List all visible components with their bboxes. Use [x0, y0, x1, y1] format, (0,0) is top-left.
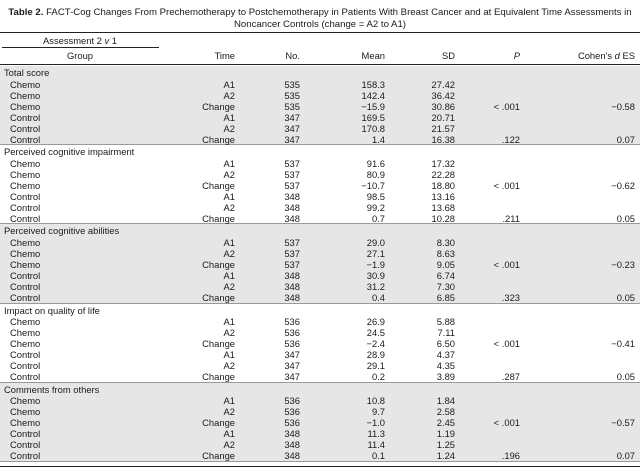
table-row [0, 202, 640, 213]
cell-group: Control [10, 133, 41, 145]
table-top-rule [0, 32, 640, 33]
cell-mean: 1.4 [371, 133, 385, 145]
cell-group: Control [10, 201, 41, 213]
cell-p: .287 [501, 371, 520, 383]
cell-es: −0.62 [611, 179, 635, 191]
cell-mean: 80.9 [366, 168, 385, 180]
cell-no: 537 [284, 157, 300, 169]
cell-no: 348 [284, 201, 300, 213]
group-heading-text: Assessment 2 v 1 [43, 35, 117, 46]
table-caption [0, 7, 640, 30]
cell-mean: −1.0 [366, 417, 385, 429]
cell-no: 536 [284, 406, 300, 418]
table-body [0, 66, 640, 462]
cell-mean: −1.9 [366, 258, 385, 270]
table-row [0, 180, 640, 191]
cell-sd: 6.85 [436, 291, 455, 303]
cell-es: −0.41 [611, 338, 635, 350]
table-row [0, 360, 640, 371]
cell-group: Chemo [10, 100, 41, 112]
cell-time: A1 [223, 349, 235, 361]
cell-no: 537 [284, 168, 300, 180]
table-row [0, 281, 640, 292]
table-section [0, 304, 640, 383]
cell-p: < .001 [493, 417, 520, 429]
table-row [0, 90, 640, 101]
cell-time: Change [202, 291, 235, 303]
table-row [0, 248, 640, 259]
table-row [0, 327, 640, 338]
cell-no: 347 [284, 371, 300, 383]
cell-no: 535 [284, 89, 300, 101]
cell-p: < .001 [493, 179, 520, 191]
col-header-group: Group [66, 50, 94, 61]
cell-no: 537 [284, 247, 300, 259]
cell-group: Control [10, 371, 41, 383]
cell-sd: 36.42 [431, 89, 455, 101]
table-row [0, 349, 640, 360]
column-header-row [0, 50, 640, 63]
cell-mean: 11.4 [367, 439, 385, 451]
cell-sd: 8.30 [436, 236, 455, 248]
cell-no: 536 [284, 338, 300, 350]
cell-group: Control [10, 450, 41, 462]
cell-sd: 3.89 [436, 371, 455, 383]
cell-mean: 10.8 [366, 395, 385, 407]
col-header-sd: SD [441, 50, 455, 61]
cell-time: A1 [223, 78, 235, 90]
table-row [0, 270, 640, 281]
section-title: Perceived cognitive abilities [4, 225, 120, 237]
cell-time: Change [202, 258, 235, 270]
cell-mean: 158.3 [361, 78, 385, 90]
table-row [0, 292, 640, 303]
cell-mean: 11.3 [367, 428, 385, 440]
cell-no: 536 [284, 417, 300, 429]
cell-mean: 0.7 [371, 212, 385, 224]
table-row [0, 259, 640, 270]
cell-mean: 30.9 [366, 269, 385, 281]
cell-no: 536 [284, 316, 300, 328]
cell-mean: 169.5 [361, 111, 385, 123]
col-header-p: P [513, 50, 520, 61]
cell-sd: 2.45 [436, 417, 455, 429]
cell-time: A1 [223, 236, 235, 248]
cell-group: Control [10, 280, 41, 292]
cell-mean: 24.5 [366, 327, 385, 339]
table-bottom-rule [0, 466, 640, 467]
cell-mean: 99.2 [366, 201, 385, 213]
cell-group: Chemo [10, 327, 41, 339]
cell-time: Change [202, 338, 235, 350]
group-heading-rule [2, 47, 159, 48]
col-header-no: No. [285, 50, 300, 61]
table-section [0, 145, 640, 224]
table-row [0, 428, 640, 439]
cell-es: 0.07 [616, 133, 635, 145]
cell-time: A1 [223, 269, 235, 281]
table-row [0, 169, 640, 180]
cell-time: A2 [223, 360, 235, 372]
table-row [0, 406, 640, 417]
cell-es: 0.07 [616, 450, 635, 462]
cell-time: A1 [223, 157, 235, 169]
cell-no: 347 [284, 360, 300, 372]
cell-p: < .001 [493, 338, 520, 350]
table-row [0, 338, 640, 349]
cell-group: Control [10, 122, 41, 134]
cell-group: Control [10, 291, 41, 303]
cell-sd: 5.88 [436, 316, 455, 328]
cell-sd: 1.19 [436, 428, 455, 440]
col-header-mean: Mean [361, 50, 385, 61]
cell-time: A2 [223, 439, 235, 451]
cell-mean: 9.7 [371, 406, 385, 418]
cell-no: 348 [284, 450, 300, 462]
table-row [0, 158, 640, 169]
col-header-es: Cohen's d ES [577, 50, 635, 61]
table-row [0, 79, 640, 90]
group-column-heading [0, 35, 160, 46]
cell-sd: 30.86 [431, 100, 455, 112]
cell-group: Chemo [10, 247, 41, 259]
cell-no: 537 [284, 236, 300, 248]
cell-mean: 0.1 [371, 450, 385, 462]
cell-no: 535 [284, 78, 300, 90]
table-row [0, 371, 640, 382]
cell-es: −0.57 [611, 417, 635, 429]
cell-sd: 2.58 [436, 406, 455, 418]
cell-sd: 4.37 [436, 349, 455, 361]
cell-mean: −2.4 [366, 338, 385, 350]
cell-time: Change [202, 450, 235, 462]
cell-group: Control [10, 111, 41, 123]
caption-text-line2: Noncancer Controls (change = A2 to A1) [234, 18, 406, 30]
cell-sd: 17.32 [431, 157, 455, 169]
table-row [0, 395, 640, 406]
cell-sd: 16.38 [431, 133, 455, 145]
cell-es: 0.05 [616, 212, 635, 224]
table-section [0, 224, 640, 303]
cell-sd: 13.68 [431, 201, 455, 213]
cell-sd: 10.28 [431, 212, 455, 224]
cell-group: Chemo [10, 179, 41, 191]
table-section [0, 66, 640, 145]
cell-mean: 0.2 [371, 371, 385, 383]
cell-group: Chemo [10, 406, 41, 418]
table-row [0, 316, 640, 327]
col-header-time: Time [214, 50, 235, 61]
table-row [0, 123, 640, 134]
section-title: Total score [4, 67, 50, 78]
cell-time: A1 [223, 316, 235, 328]
cell-mean: 170.8 [361, 122, 385, 134]
cell-no: 348 [284, 428, 300, 440]
cell-group: Chemo [10, 236, 41, 248]
table-row [0, 450, 640, 461]
table-row [0, 439, 640, 450]
cell-mean: 26.9 [366, 316, 385, 328]
cell-mean: 0.4 [371, 291, 385, 303]
cell-sd: 22.28 [431, 168, 455, 180]
cell-mean: 28.9 [366, 349, 385, 361]
cell-time: Change [202, 417, 235, 429]
cell-group: Chemo [10, 395, 41, 407]
cell-group: Control [10, 269, 41, 281]
cell-time: A2 [223, 122, 235, 134]
cell-no: 536 [284, 327, 300, 339]
cell-time: A1 [223, 428, 235, 440]
cell-group: Chemo [10, 89, 41, 101]
cell-mean: 142.4 [361, 89, 385, 101]
cell-no: 347 [284, 133, 300, 145]
cell-time: A2 [223, 201, 235, 213]
cell-group: Chemo [10, 338, 41, 350]
cell-mean: 29.0 [366, 236, 385, 248]
cell-sd: 6.74 [436, 269, 455, 281]
header-bottom-rule [0, 64, 640, 65]
table-row [0, 213, 640, 224]
cell-group: Chemo [10, 157, 41, 169]
cell-p: .323 [501, 291, 520, 303]
table-row [0, 191, 640, 202]
cell-p: .122 [501, 133, 520, 145]
cell-sd: 4.35 [436, 360, 455, 372]
cell-sd: 7.30 [436, 280, 455, 292]
cell-p: .211 [502, 212, 520, 224]
cell-time: A2 [223, 406, 235, 418]
cell-sd: 1.24 [436, 450, 455, 462]
cell-no: 347 [284, 111, 300, 123]
cell-group: Chemo [10, 258, 41, 270]
cell-sd: 1.25 [436, 439, 455, 451]
table-row [0, 134, 640, 145]
cell-time: A2 [223, 89, 235, 101]
cell-es: 0.05 [616, 291, 635, 303]
cell-time: A2 [223, 327, 235, 339]
cell-es: −0.58 [611, 100, 635, 112]
cell-sd: 21.57 [431, 122, 455, 134]
cell-time: Change [202, 100, 235, 112]
table-section [0, 383, 640, 462]
caption-label: Table 2. [8, 7, 44, 18]
cell-es: 0.05 [616, 371, 635, 383]
cell-group: Control [10, 428, 41, 440]
cell-sd: 18.80 [431, 179, 455, 191]
cell-time: Change [202, 371, 235, 383]
cell-time: A2 [223, 168, 235, 180]
cell-mean: 27.1 [366, 247, 385, 259]
table-row [0, 112, 640, 123]
cell-group: Chemo [10, 417, 41, 429]
cell-group: Control [10, 439, 41, 451]
cell-time: A1 [223, 395, 235, 407]
table-row [0, 237, 640, 248]
cell-group: Chemo [10, 168, 41, 180]
cell-mean: −10.7 [361, 179, 385, 191]
cell-no: 537 [284, 179, 300, 191]
cell-no: 348 [284, 190, 300, 202]
cell-no: 348 [284, 212, 300, 224]
cell-sd: 7.11 [437, 327, 455, 339]
section-title: Comments from others [4, 383, 100, 395]
cell-mean: −15.9 [361, 100, 385, 112]
table-row [0, 101, 640, 112]
cell-time: A2 [223, 280, 235, 292]
cell-sd: 9.05 [436, 258, 455, 270]
cell-time: A2 [223, 247, 235, 259]
cell-time: Change [202, 212, 235, 224]
table-row [0, 417, 640, 428]
cell-mean: 91.6 [366, 157, 385, 169]
cell-no: 535 [284, 100, 300, 112]
cell-sd: 13.16 [431, 190, 455, 202]
cell-p: .196 [501, 450, 520, 462]
cell-es: −0.23 [611, 258, 635, 270]
cell-sd: 1.84 [436, 395, 455, 407]
cell-no: 347 [284, 349, 300, 361]
cell-group: Control [10, 349, 41, 361]
cell-no: 536 [284, 395, 300, 407]
cell-sd: 27.42 [431, 78, 455, 90]
cell-mean: 29.1 [366, 360, 385, 372]
cell-group: Control [10, 360, 41, 372]
cell-sd: 20.71 [431, 111, 455, 123]
cell-mean: 31.2 [366, 280, 385, 292]
cell-sd: 8.63 [436, 247, 455, 259]
section-title: Impact on quality of life [4, 304, 100, 316]
cell-group: Chemo [10, 78, 41, 90]
cell-time: Change [202, 133, 235, 145]
cell-p: < .001 [493, 258, 520, 270]
cell-no: 348 [284, 439, 300, 451]
caption-text: FACT-Cog Changes From Prechemotherapy to Postchemotherapy in Patients With Breast Cancer and at Equivalent Time Assessments in [46, 7, 632, 18]
cell-no: 537 [284, 258, 300, 270]
cell-group: Control [10, 190, 41, 202]
cell-no: 348 [284, 291, 300, 303]
cell-group: Control [10, 212, 41, 224]
cell-time: Change [202, 179, 235, 191]
cell-mean: 98.5 [366, 190, 385, 202]
cell-no: 348 [284, 280, 300, 292]
cell-time: A1 [223, 190, 235, 202]
cell-sd: 6.50 [436, 338, 455, 350]
cell-p: < .001 [493, 100, 520, 112]
cell-no: 347 [284, 122, 300, 134]
cell-group: Chemo [10, 316, 41, 328]
section-title: Perceived cognitive impairment [4, 146, 135, 158]
cell-time: A1 [223, 111, 235, 123]
cell-no: 348 [284, 269, 300, 281]
